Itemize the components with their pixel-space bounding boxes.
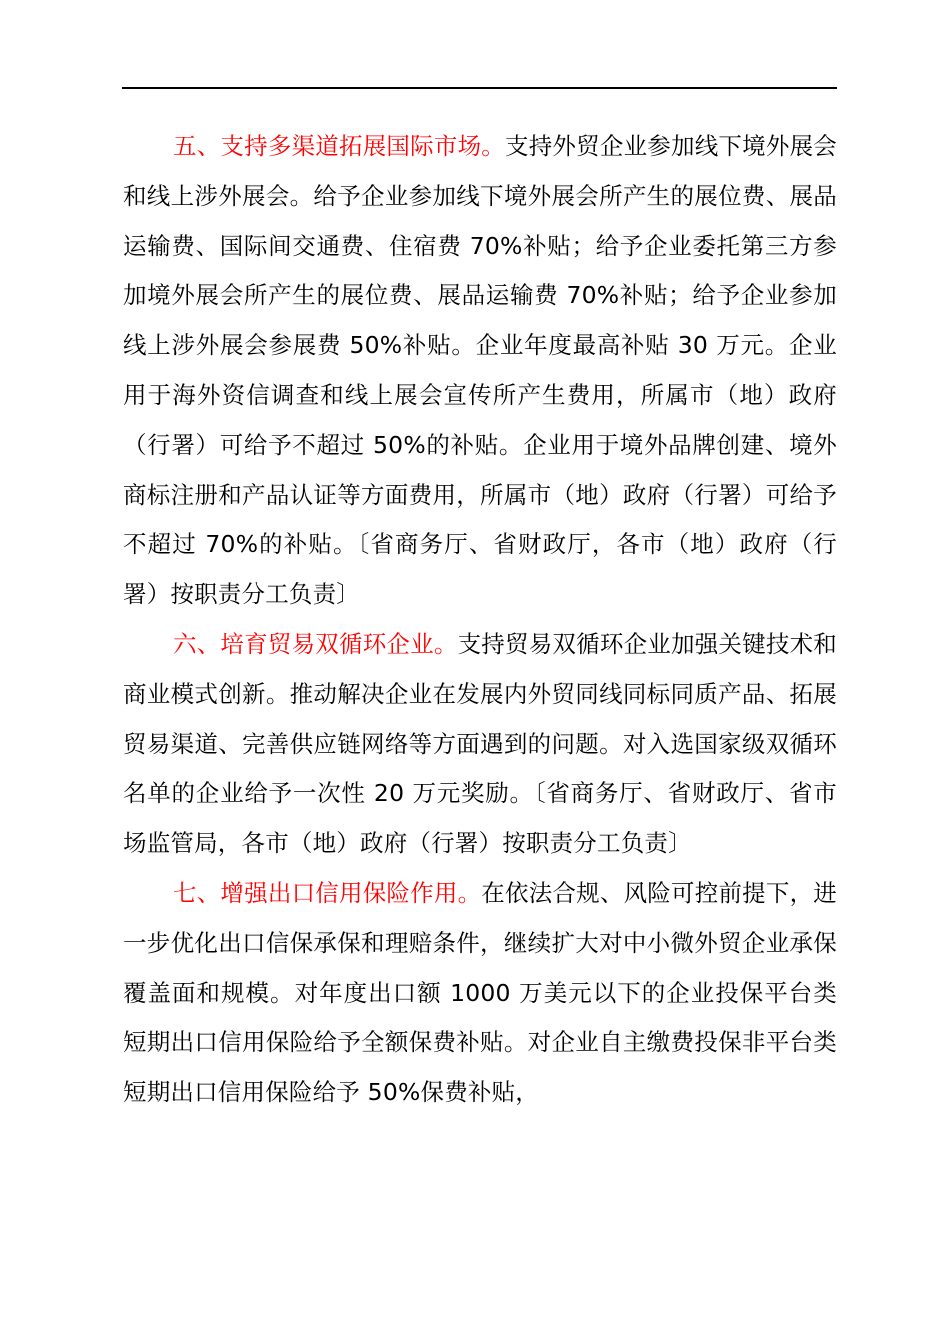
section-7-body: 在依法合规、风险可控前提下，进一步优化出口信保承保和理赔条件，继续扩大对中小微外贸企业承保覆盖面和规模。对年度出口额 1000 万美元以下的企业投保平台类短期出口信用保险给予全额保费补贴。对企业自主缴费投保非平台类短期出口信用保险给予 50%保费补贴， [123,878,837,1107]
section-5-body: 支持外贸企业参加线下境外展会和线上涉外展会。给予企业参加线下境外展会所产生的展位费、展品运输费、国际间交通费、住宿费 70%补贴；给予企业委托第三方参加境外展会所产生的展位费、展品运输费 70%补贴；给予企业参加线上涉外展会参展费 50%补贴。企业年度最高补贴 30 万元。企业用于海外资信调查和线上展会宣传所产生费用，所属市（地）政府（行署）可给予不超过 50%的补贴。企业用于境外品牌创建、境外商标注册和产品认证等方面费用，所属市（地）政府（行署）可给予不超过 70%的补贴。〔省商务厅、省财政厅，各市（地）政府（行署）按职责分工负责〕 [123,132,837,609]
header-rule [122,87,837,89]
section-7-heading: 七、增强出口信用保险作用。 [173,878,482,907]
section-7-paragraph [123,869,837,1118]
section-5-paragraph [123,122,837,620]
document-body [123,122,837,1118]
section-6-paragraph [123,620,837,869]
section-5-heading: 五、支持多渠道拓展国际市场。 [173,132,505,160]
section-6-heading: 六、培育贸易双循环企业。 [173,629,458,658]
section-6-body: 支持贸易双循环企业加强关键技术和商业模式创新。推动解决企业在发展内外贸同线同标同质产品、拓展贸易渠道、完善供应链网络等方面遇到的问题。对入选国家级双循环名单的企业给予一次性 20 万元奖励。〔省商务厅、省财政厅、省市场监管局，各市（地）政府（行署）按职责分工负责〕 [123,629,837,858]
